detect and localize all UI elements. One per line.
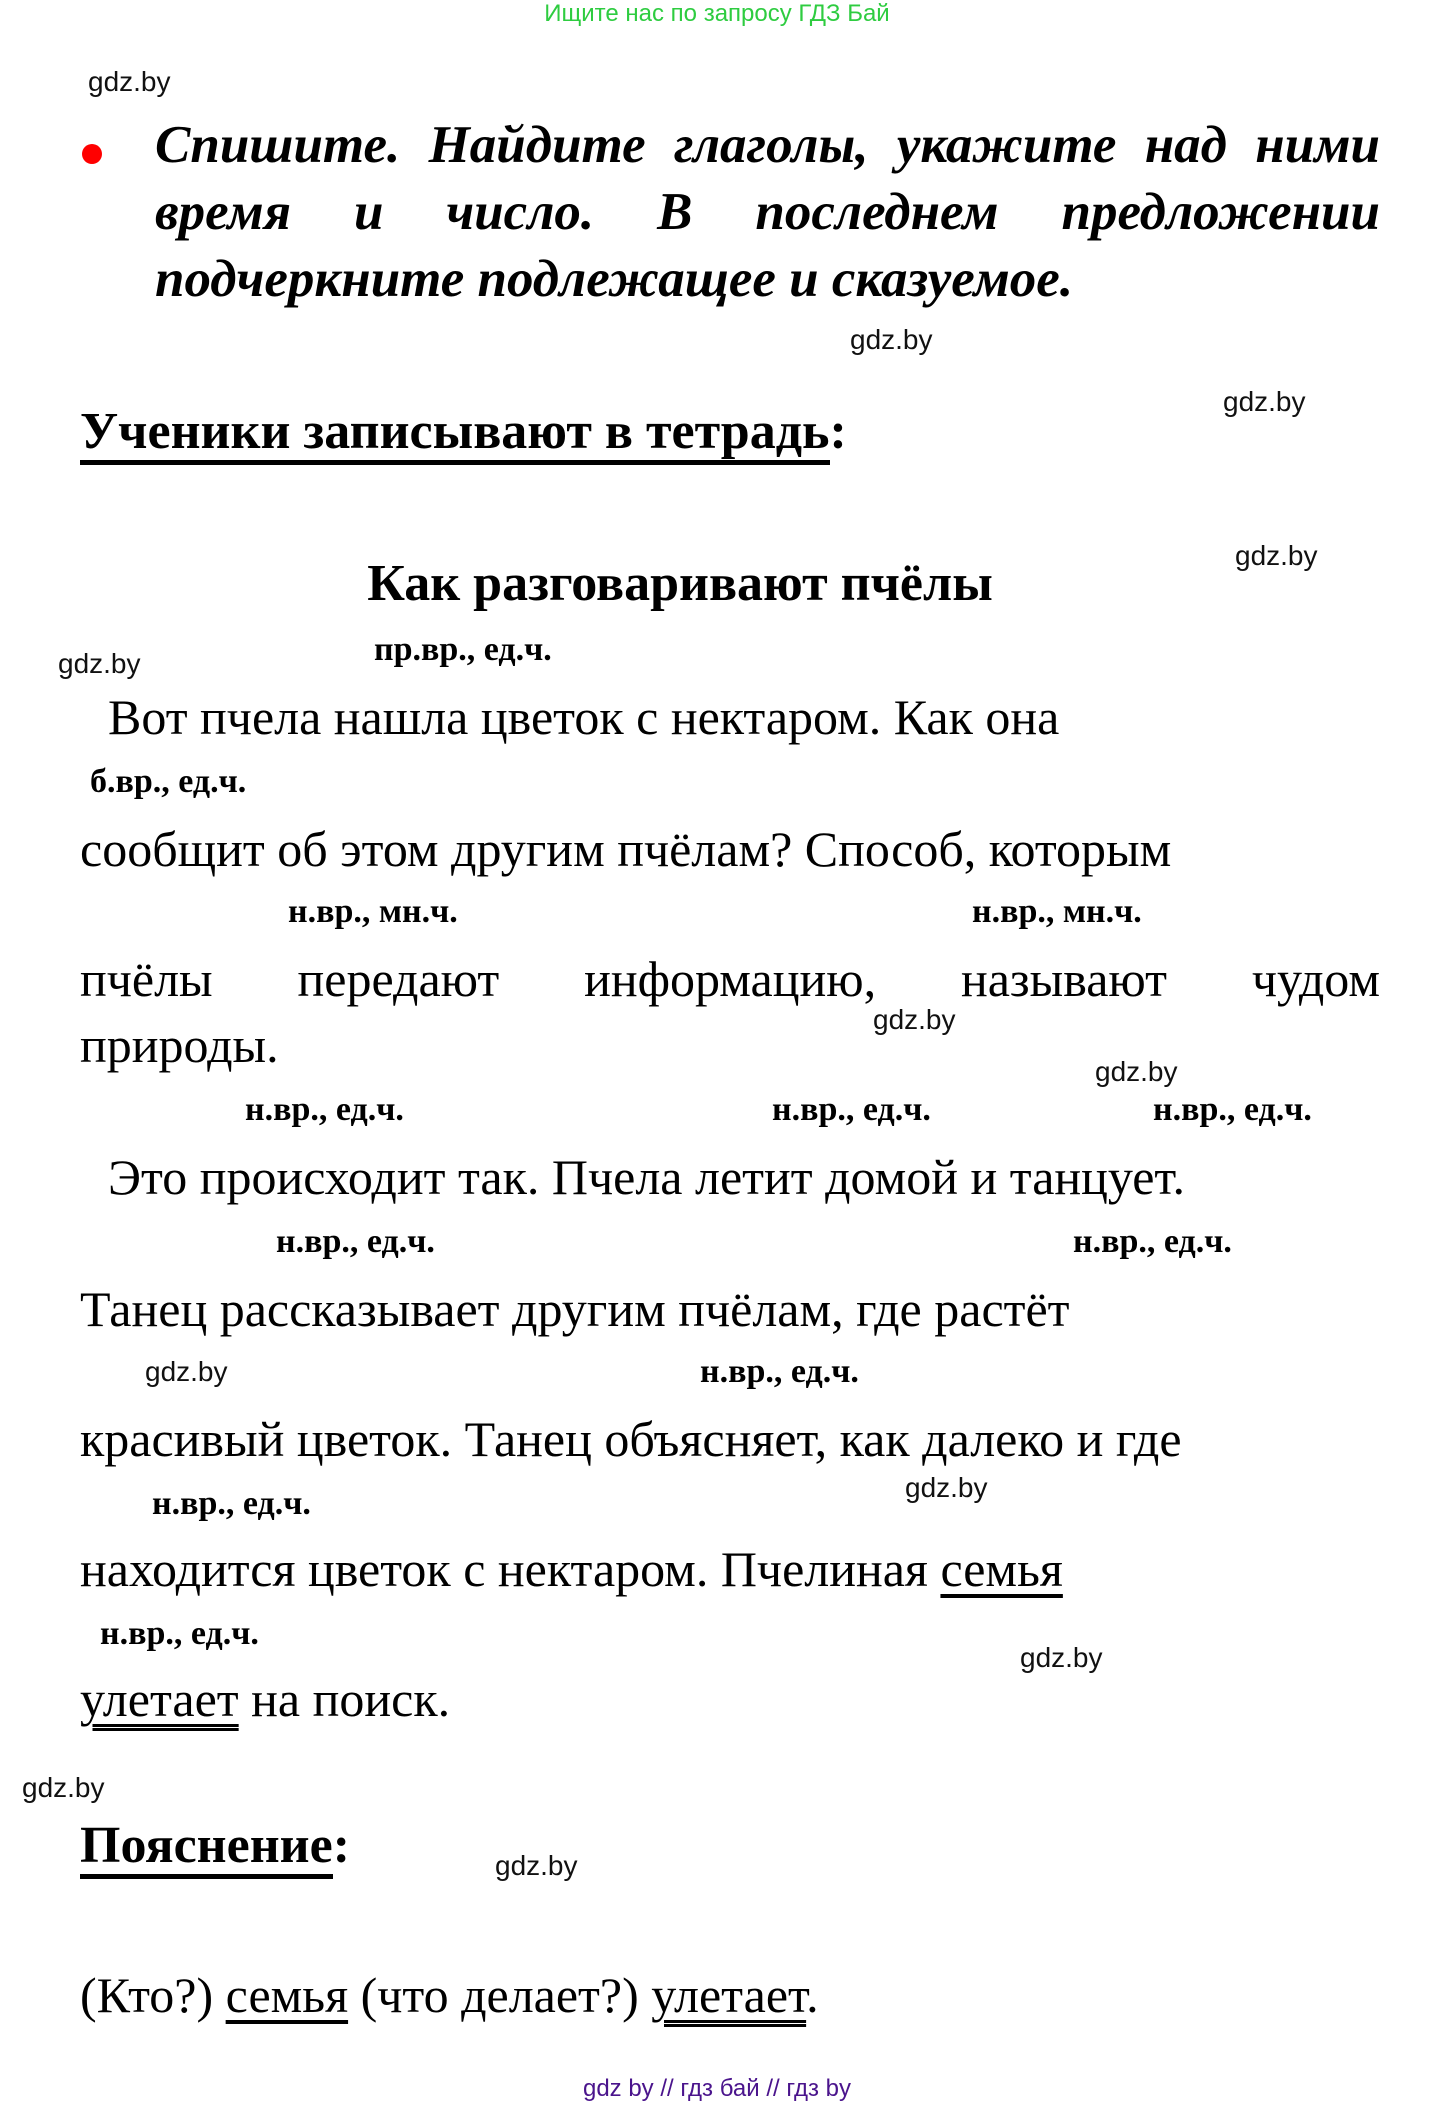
verb-annotation: н.вр., ед.ч. xyxy=(245,1091,404,1128)
verb-annotation: н.вр., ед.ч. xyxy=(772,1091,931,1128)
watermark: gdz.by xyxy=(1095,1056,1178,1087)
verb-annotation: пр.вр., ед.ч. xyxy=(374,631,552,668)
period: . xyxy=(806,1967,819,2023)
watermark: gdz.by xyxy=(145,1356,228,1387)
word: называют xyxy=(960,951,1167,1007)
watermark: gdz.by xyxy=(22,1772,105,1803)
top-banner: Ищите нас по запросу ГДЗ Бай xyxy=(544,0,890,27)
footer-links: gdz by // гдз бай // гдз by xyxy=(582,2075,852,2102)
watermark: gdz.by xyxy=(1235,540,1318,571)
verb-annotation: н.вр., мн.ч. xyxy=(288,893,458,930)
story-line-3 xyxy=(80,950,1380,1008)
story-line-4: природы. xyxy=(80,1017,279,1073)
question-what-does: (что делает?) xyxy=(348,1967,652,2023)
predicate-word: улетает xyxy=(651,1967,807,2023)
watermark: gdz.by xyxy=(1223,386,1306,417)
story-line-8 xyxy=(80,1540,1063,1598)
explanation-heading-colon: : xyxy=(332,1817,351,1874)
explanation-heading-label: Пояснение xyxy=(80,1817,333,1879)
story-line-5: Это происходит так. Пчела летит домой и танцует. xyxy=(108,1149,1186,1205)
bullet-icon xyxy=(82,144,102,164)
verb-annotation: н.вр., ед.ч. xyxy=(700,1353,859,1390)
verb-annotation: н.вр., ед.ч. xyxy=(100,1615,259,1652)
word: передают xyxy=(297,951,500,1007)
story-line-6: Танец рассказывает другим пчёлам, где растёт xyxy=(80,1281,1070,1337)
watermark: gdz.by xyxy=(873,1004,956,1035)
watermark: gdz.by xyxy=(1020,1642,1103,1673)
word: чудом xyxy=(1251,951,1380,1007)
students-heading-label: Ученики записывают в тетрадь xyxy=(80,403,830,465)
verb-annotation: н.вр., ед.ч. xyxy=(1153,1091,1312,1128)
subject-word: семья xyxy=(940,1541,1063,1597)
story-line-9 xyxy=(80,1670,450,1728)
students-heading-colon: : xyxy=(829,403,847,460)
watermark: gdz.by xyxy=(850,324,933,355)
story-title: Как разговаривают пчёлы xyxy=(367,555,993,612)
subject-word: семья xyxy=(225,1967,349,2023)
verb-annotation: н.вр., мн.ч. xyxy=(972,893,1142,930)
students-heading xyxy=(80,402,847,462)
verb-annotation: н.вр., ед.ч. xyxy=(1073,1223,1232,1260)
watermark: gdz.by xyxy=(495,1850,578,1881)
task-instruction: Спишите. Найдите глаголы, укажите над ними время и число. В последнем предложении подчеркните подлежащее и сказуемое. xyxy=(155,116,1380,308)
watermark: gdz.by xyxy=(58,648,141,679)
watermark: gdz.by xyxy=(905,1472,988,1503)
verb-annotation: н.вр., ед.ч. xyxy=(152,1485,311,1522)
predicate-word: улетает xyxy=(80,1671,239,1727)
question-who: (Кто?) xyxy=(80,1967,226,2023)
explanation-sentence xyxy=(80,1966,819,2024)
story-line-2: сообщит об этом другим пчёлам? Способ, которым xyxy=(80,821,1172,877)
word: пчёлы xyxy=(80,951,213,1007)
story-line-1: Вот пчела нашла цветок с нектаром. Как она xyxy=(108,689,1060,745)
line-text: на поиск. xyxy=(238,1671,451,1727)
line-text: находится цветок с нектаром. Пчелиная xyxy=(80,1541,941,1597)
explanation-heading xyxy=(80,1816,350,1876)
verb-annotation: б.вр., ед.ч. xyxy=(90,763,247,800)
story-line-7: красивый цветок. Танец объясняет, как далеко и где xyxy=(80,1411,1182,1467)
word: информацию, xyxy=(584,951,877,1007)
verb-annotation: н.вр., ед.ч. xyxy=(276,1223,435,1260)
watermark: gdz.by xyxy=(88,66,171,97)
